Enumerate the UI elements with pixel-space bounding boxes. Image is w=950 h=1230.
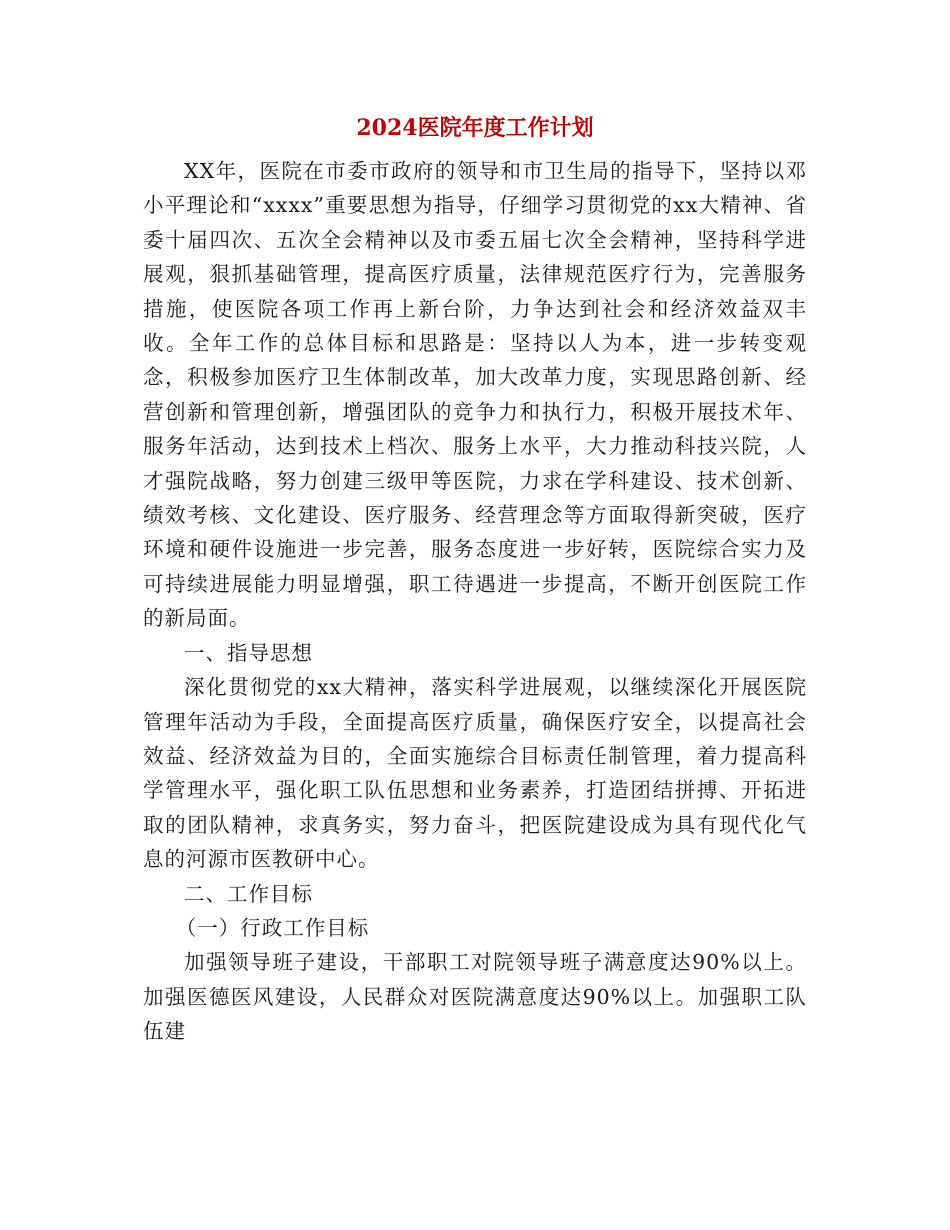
administrative-goals-paragraph: 加强领导班子建设，干部职工对院领导班子满意度达90%以上。加强医德医风建设，人民群众对医院满意度达90%以上。加强职工队伍建 — [143, 950, 807, 1044]
guiding-ideology-paragraph: 深化贯彻党的xx大精神，落实科学进展观，以继续深化开展医院管理年活动为手段，全面提高医疗质量，确保医疗安全，以提高社会效益、经济效益为目的，全面实施综合目标责任制管理，着力提高科学管理水平，强化职工队伍思想和业务素养，打造团结拼搏、开拓进取的团队精神，求真务实，努力奋斗，把医院建设成为具有现代化气息的河源市医教研中心。 — [143, 675, 807, 872]
section-heading-guiding-ideology: 一、指导思想 — [184, 640, 313, 665]
section-heading-work-goals: 二、工作目标 — [184, 881, 313, 906]
document-title: 2024医院年度工作计划 — [356, 115, 594, 141]
subheading-administrative-goals: （一）行政工作目标 — [175, 915, 370, 940]
intro-paragraph: XX年，医院在市委市政府的领导和市卫生局的指导下，坚持以邓小平理论和“xxxx”重要思想为指导，仔细学习贯彻党的xx大精神、省委十届四次、五次全会精神以及市委五届七次全会精神，坚持科学进展观，狠抓基础管理，提高医疗质量，法律规范医疗行为，完善服务措施，使医院各项工作再上新台阶，力争达到社会和经济效益双丰收。全年工作的总体目标和思路是：坚持以人为本，进一步转变观念，积极参加医疗卫生体制改革，加大改革力度，实现思路创新、经营创新和管理创新，增强团队的竞争力和执行力，积极开展技术年、服务年活动，达到技术上档次、服务上水平，大力推动科技兴院，人才强院战略，努力创建三级甲等医院，力求在学科建设、技术创新、绩效考核、文化建设、医疗服务、经营理念等方面取得新突破，医疗环境和硬件设施进一步完善，服务态度进一步好转，医院综合实力及可持续进展能力明显增强，职工待遇进一步提高，不断开创医院工作的新局面。 — [143, 159, 807, 631]
document-content — [143, 112, 807, 1049]
